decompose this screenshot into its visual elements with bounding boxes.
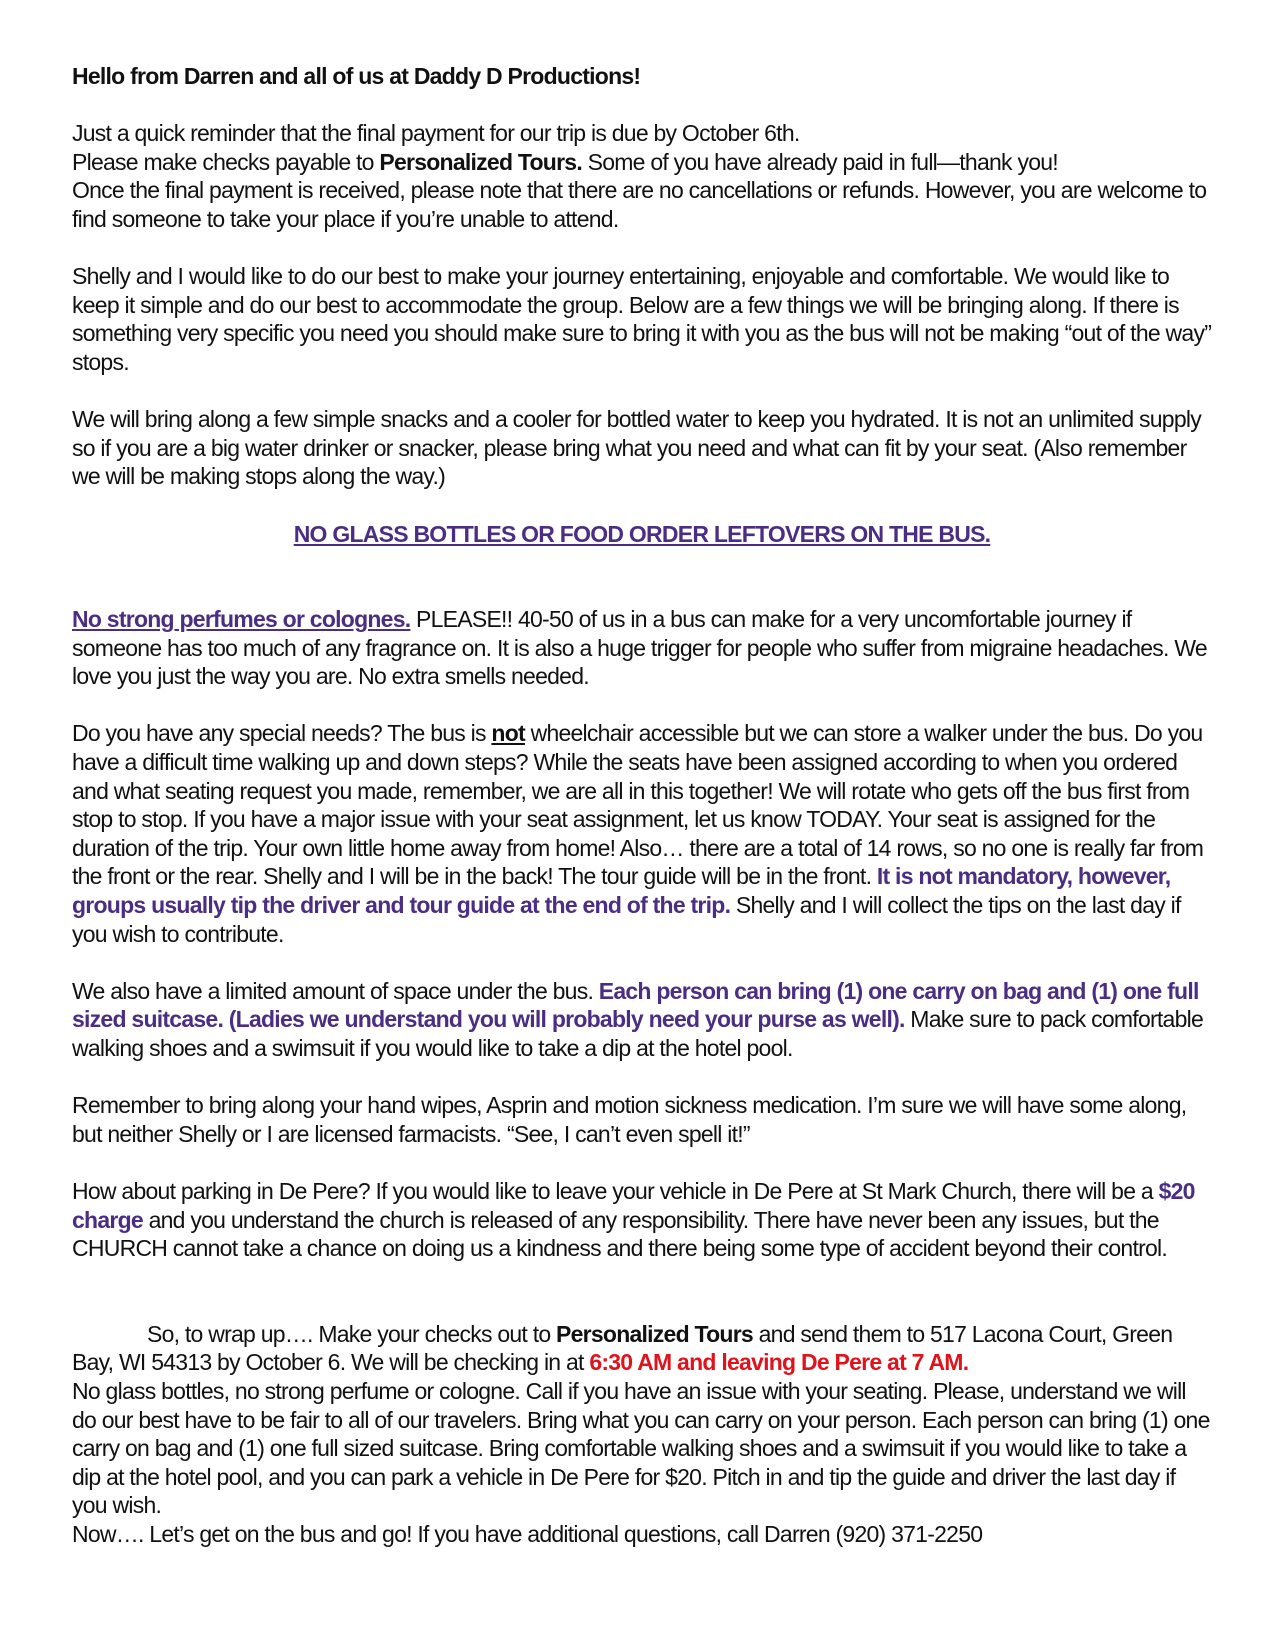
special-needs-paragraph [72,719,1212,948]
refund-policy-text: Once the final payment is received, please note that there are no cancellations or refunds. However, you are welcome to find someone to take your place if you’re unable to attend. [72,177,1207,232]
closing-line: Now…. Let’s get on the bus and go! If you have additional questions, call Darren (920) 371-2250 [72,1520,983,1547]
summary-paragraph: No glass bottles, no strong perfume or cologne. Call if you have an issue with your seating. Please, understand we will do our best have to be fair to all of our travelers. Bring what you can carry on your person. Each person can bring (1) one carry on bag and (1) one full sized suitcase. Bring comfortable walking shoes and a swimsuit if you would like to take a dip at the hotel pool, and you can park a vehicle in De Pere for $20. Pitch in and tip the guide and driver the last day if you wish. [72,1377,1210,1519]
snacks-paragraph: We will bring along a few simple snacks and a cooler for bottled water to keep you hydrated. It is not an unlimited supply so if you are a big water drinker or snacker, please bring what you need and what can fit by your seat. (Also remember we will be making stops along the way.) [72,406,1202,490]
journey-paragraph: Shelly and I would like to do our best to make your journey entertaining, enjoyable and comfortable. We would like to keep it simple and do our best to accommodate the group. Below are a few things we will be bringing along. If there is something very specific you need you should make sure to bring it with you as the bus will not be making “out of the way” stops. [72,263,1212,375]
wrap-text-b: and send them to 517 Lacona Court, Green Bay, WI 54313 by October 6. We will be checking in at [72,1320,1173,1376]
luggage-paragraph [72,977,1212,1063]
paid-thanks-text: Some of you have already paid in full—thank you! [581,148,1058,175]
wrap-text-a: So, to wrap up…. Make your checks out to [147,1320,557,1347]
parking-paragraph [72,1177,1212,1263]
greeting-heading: Hello from Darren and all of us at Daddy D Productions! [72,63,641,89]
perfume-text: PLEASE!! 40-50 of us in a bus can make for a very uncomfortable journey if someone has too much of any fragrance on. It is also a huge trigger for people who suffer from migraine headaches. We love you just the way you are. No extra smells needed. [72,606,1207,690]
luggage-text-a: We also have a limited amount of space under the bus. [72,977,599,1004]
no-glass-notice: NO GLASS BOTTLES OR FOOD ORDER LEFTOVERS ON THE BUS. [293,520,991,547]
luggage-limit-notice: Each person can bring (1) one carry on bag and (1) one full sized suitcase. (Ladies we understand you will probably need your purse as well). [72,977,1199,1033]
parking-charge: $20 charge [72,1177,1195,1233]
medication-paragraph: Remember to bring along your hand wipes, Asprin and motion sickness medication. I’m sure we will have some along, but neither Shelly or I are licensed farmacists. “See, I can’t even spell it!” [72,1092,1187,1147]
wrap-up-paragraph [72,1320,1212,1377]
payable-text: Please make checks payable to [72,148,380,175]
luggage-text-c: Make sure to pack comfortable walking shoes and a swimsuit if you would like to take a dip at the hotel pool. [72,1006,1204,1061]
special-needs-text-b: wheelchair accessible but we can store a walker under the bus. Do you have a difficult time walking up and down steps? While the seats have been assigned according to when you ordered and what seating request you made, remember, we are all in this together! We will rotate who gets off the bus first from stop to stop. If you have a major issue with your seat assignment, let us know TODAY. Your seat is assigned for the duration of the trip. Your own little home away from home! Also… there are a total of 14 rows, so no one is really far from the front or the rear. Shelly and I will be in the back! The tour guide will be in the front. [72,720,1204,890]
parking-text-a: How about parking in De Pere? If you would like to leave your vehicle in De Pere at St Mark Church, there will be a [72,1177,1159,1204]
payment-due-line: Just a quick reminder that the final payment for our trip is due by October 6th. [72,120,800,147]
payment-paragraph [72,119,1212,233]
departure-time: 6:30 AM and leaving De Pere at 7 AM. [589,1349,969,1376]
perfume-heading: No strong perfumes or colognes. [72,606,411,633]
letter-page [72,62,1212,1549]
not-emphasis: not [491,720,525,747]
parking-text-b: and you understand the church is released of any responsibility. There have never been any issues, but the CHURCH cannot take a chance on doing us a kindness and there being some type of accident beyond their control. [72,1206,1168,1262]
tip-notice: It is not mandatory, however, groups usually tip the driver and tour guide at the end of the trip. [72,863,1171,919]
special-needs-text-c: Shelly and I will collect the tips on the last day if you wish to contribute. [72,892,1181,947]
perfume-paragraph [72,605,1212,691]
special-needs-text-a: Do you have any special needs? The bus is [72,720,492,747]
wrap-payee-name: Personalized Tours [556,1320,753,1347]
payee-name: Personalized Tours. [379,148,582,175]
